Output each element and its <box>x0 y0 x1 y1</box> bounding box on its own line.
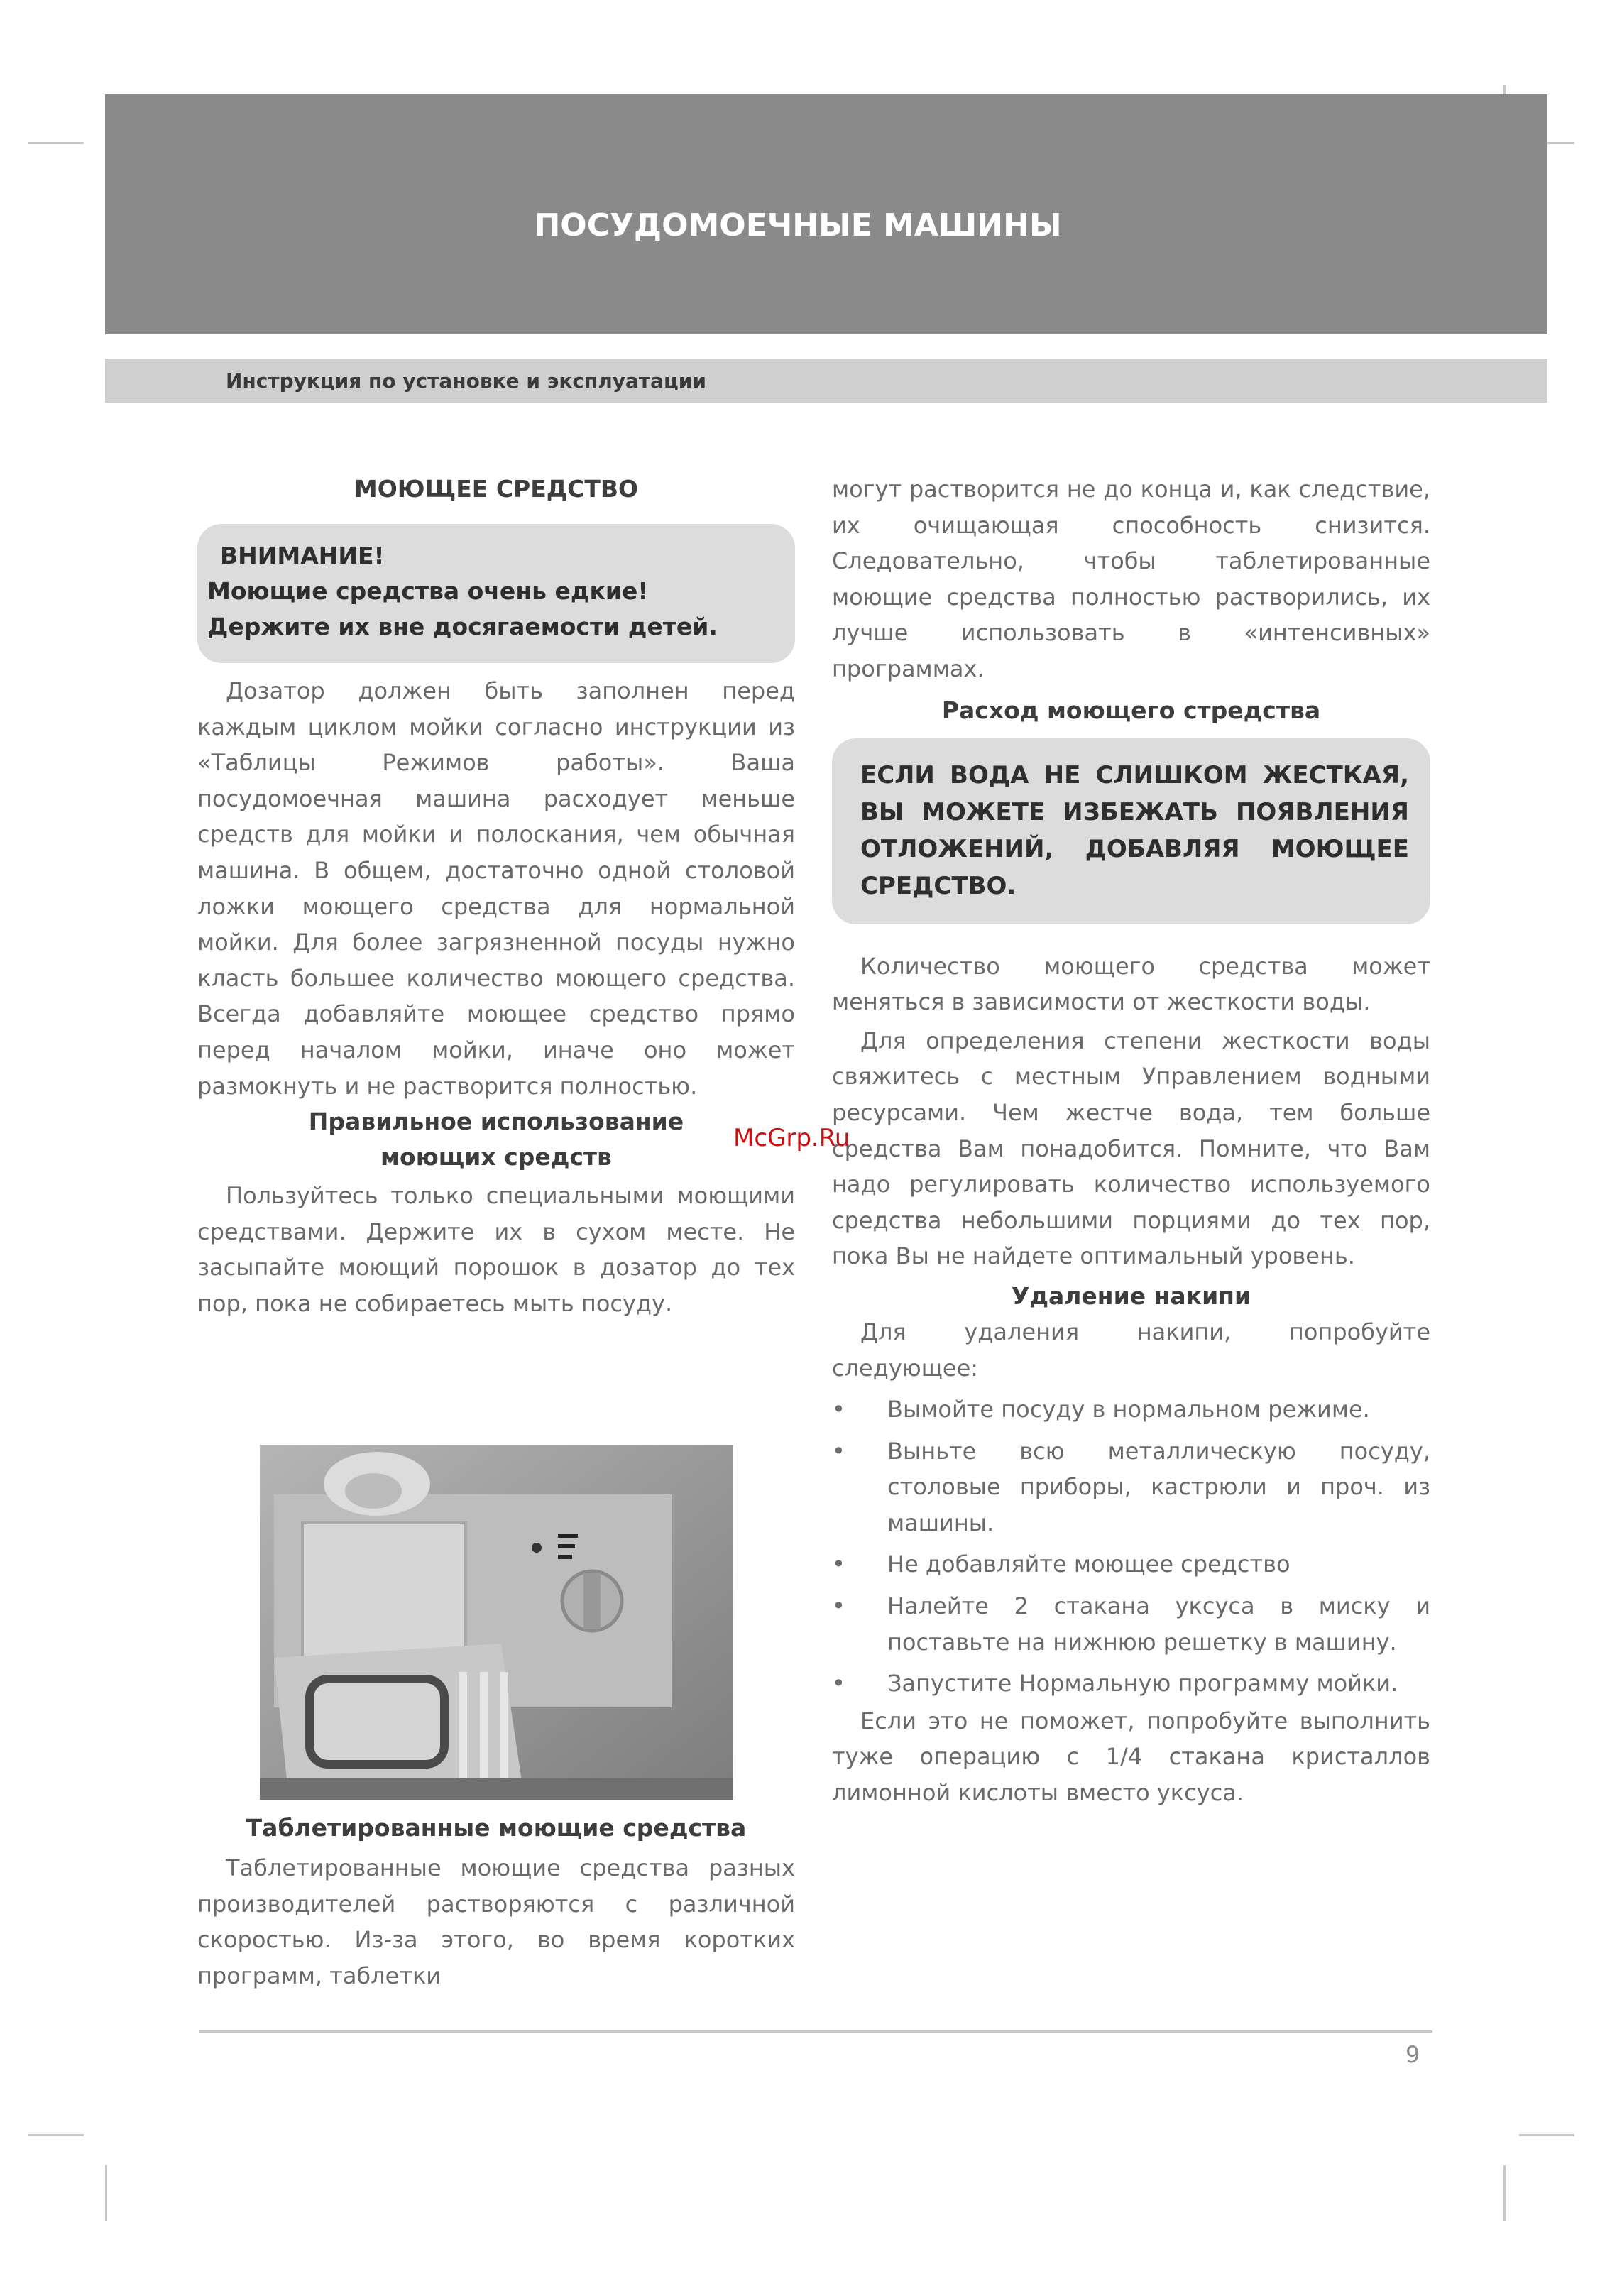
section-heading: МОЮЩЕЕ СРЕДСТВО <box>354 475 639 503</box>
warning-line: Моющие средства очень едкие! <box>207 577 649 605</box>
list-item-text: Вымойте посуду в нормальном режиме. <box>887 1396 1370 1423</box>
paragraph: Если это не поможет, попробуйте выполнить туже операцию с 1/4 стакана кристаллов лимонной кислоты вместо уксуса. <box>832 1707 1430 1807</box>
callout-box <box>832 738 1430 924</box>
crop-mark <box>105 2165 107 2221</box>
list-item-text: Налейте 2 стакана уксуса в миску и поставьте на нижнюю решетку в машину. <box>887 1592 1430 1656</box>
document-subtitle: Инструкция по установке и эксплуатации <box>226 368 707 393</box>
crop-mark <box>1503 2165 1506 2221</box>
left-column <box>197 471 795 1322</box>
paragraph: Для удаления накипи, попробуйте следующее: <box>832 1318 1430 1382</box>
paragraph: Таблетированные моющие средства разных производителей растворяются с различной скоростью. Из-за этого, во время коротких программ, таблетки <box>197 1854 795 1989</box>
subheading: Правильное использование <box>308 1108 684 1136</box>
subheader-band <box>105 359 1547 403</box>
list-item-text: Выньте всю металлическую посуду, столовые приборы, кастрюли и проч. из машины. <box>887 1437 1430 1536</box>
crop-mark <box>28 142 84 144</box>
list-item <box>832 1588 1430 1660</box>
left-column-lower <box>197 1810 795 1994</box>
page-title: ПОСУДОМОЕЧНЫЕ МАШИНЫ <box>534 207 1062 244</box>
list-item <box>832 1433 1430 1541</box>
header-band <box>105 94 1547 334</box>
subheading: Удаление накипи <box>1011 1281 1251 1310</box>
dispenser-photo <box>260 1445 733 1800</box>
warning-box <box>197 524 795 663</box>
bullet-mark: • <box>832 1437 845 1465</box>
crop-mark <box>1519 2134 1574 2136</box>
bullet-mark: • <box>832 1592 845 1620</box>
paragraph: могут растворится не до конца и, как следствие, их очищающая способность снизится. Следовательно, чтобы таблетированные моющие средства полностью растворились, их лучше использовать в «интенсивных» программах. <box>832 476 1430 682</box>
watermark: McGrp.Ru <box>733 1124 850 1152</box>
footer-divider <box>199 2030 1432 2033</box>
right-column <box>832 471 1430 1811</box>
list-item <box>832 1666 1430 1702</box>
warning-title: ВНИМАНИЕ! <box>220 542 385 569</box>
crop-mark <box>28 2134 84 2136</box>
paragraph: Количество моющего средства может меняться в зависимости от жесткости воды. <box>832 952 1430 1016</box>
page-number: 9 <box>1405 2041 1420 2068</box>
list-item-text: Запустите Нормальную программу мойки. <box>887 1670 1398 1698</box>
bullet-mark: • <box>832 1396 845 1423</box>
list-item <box>832 1546 1430 1582</box>
subheading: Расход моющего стредства <box>941 696 1321 724</box>
warning-line: Держите их вне досягаемости детей. <box>207 613 718 640</box>
paragraph: Пользуйтесь только специальными моющими средствами. Держите их в сухом месте. Не засыпайте моющий порошок в дозатор до тех пор, пока не собираетесь мыть посуду. <box>197 1182 795 1317</box>
dispenser-illustration <box>260 1445 733 1800</box>
subheading: Таблетированные моющие средства <box>246 1814 747 1842</box>
paragraph: Дозатор должен быть заполнен перед каждым циклом мойки согласно инструкции из «Таблицы Режимов работы». Ваша посудомоечная машина расходует меньше средств для мойки и полоскания, чем обычная машина. В общем, достаточно одной столовой ложки моющего средства для нормальной мойки. Для более загрязненной посуды нужно класть большее количество моющего средства. Всегда добавляйте моющее средство прямо перед началом мойки, иначе оно может размокнуть и не растворится полностью. <box>197 677 795 1100</box>
list-item-text: Не добавляйте моющее средство <box>887 1551 1291 1578</box>
subheading: моющих средств <box>380 1143 612 1171</box>
bullet-mark: • <box>832 1551 845 1578</box>
callout-text: ЕСЛИ ВОДА НЕ СЛИШКОМ ЖЕСТКАЯ, ВЫ МОЖЕТЕ ИЗБЕЖАТЬ ПОЯВЛЕНИЯ ОТЛОЖЕНИЙ, ДОБАВЛЯЯ МОЮЩЕЕ СРЕДСТВО. <box>860 760 1409 900</box>
paragraph: Для определения степени жесткости воды свяжитесь с местным Управлением водными ресурсами. Чем жестче вода, тем больше средства Вам понадобится. Помните, что Вам надо регулировать количество используемого средства небольшими порциями до тех пор, пока Вы не найдете оптимальный уровень. <box>832 1027 1430 1270</box>
list-item <box>832 1392 1430 1428</box>
bullet-mark: • <box>832 1670 845 1698</box>
